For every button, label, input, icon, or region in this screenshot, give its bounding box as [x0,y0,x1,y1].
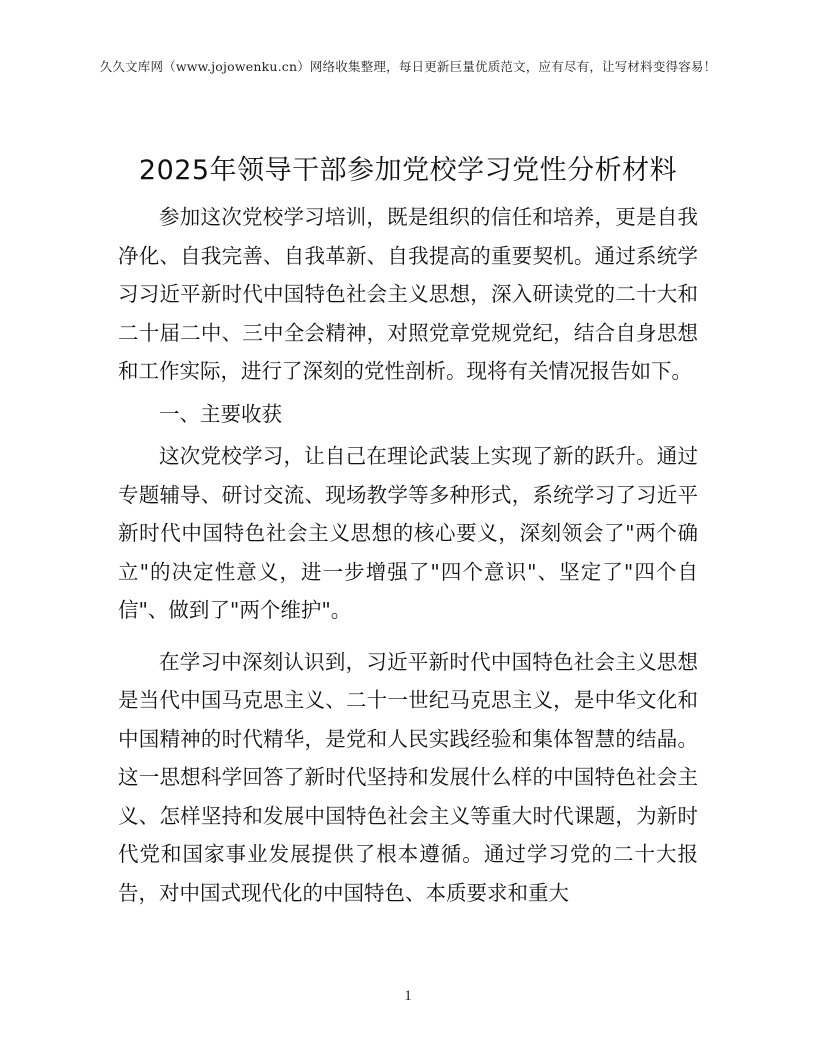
body-paragraph-thought-understanding: 在学习中深刻认识到，习近平新时代中国特色社会主义思想是当代中国马克思主义、二十一世纪马克思主义，是中华文化和中国精神的时代精华，是党和人民实践经验和集体智慧的结晶。这一思想科学回答了新时代坚持和发展什么样的中国特色社会主义、怎样坚持和发展中国特色社会主义等重大时代课题，为新时代党和国家事业发展提供了根本遵循。通过学习党的二十大报告，对中国式现代化的中国特色、本质要求和重大 [118,649,698,905]
body-paragraph-study-gains: 这次党校学习，让自己在理论武装上实现了新的跃升。通过专题辅导、研讨交流、现场教学等多种形式，系统学习了习近平新时代中国特色社会主义思想的核心要义，深刻领会了"两个确立"的决定性意义，进一步增强了"四个意识"、坚定了"四个自信"、做到了"两个维护"。 [118,444,698,622]
document-body [118,198,698,912]
document-title: 2025年领导干部参加党校学习党性分析材料 [138,155,678,186]
header-source-note: 久久文库网（www.jojowenku.cn）网络收集整理，每日更新巨量优质范文，应有尽有，让写材料变得容易！ [99,59,717,74]
section-heading-main-gains: 一、主要收获 [159,401,282,426]
page-number: 1 [404,988,412,1004]
intro-paragraph: 参加这次党校学习培训，既是组织的信任和培养，更是自我净化、自我完善、自我革新、自我提高的重要契机。通过系统学习习近平新时代中国特色社会主义思想，深入研读党的二十大和二十届二中、三中全会精神，对照党章党规党纪，结合自身思想和工作实际，进行了深刻的党性剖析。现将有关情况报告如下。 [118,205,698,383]
